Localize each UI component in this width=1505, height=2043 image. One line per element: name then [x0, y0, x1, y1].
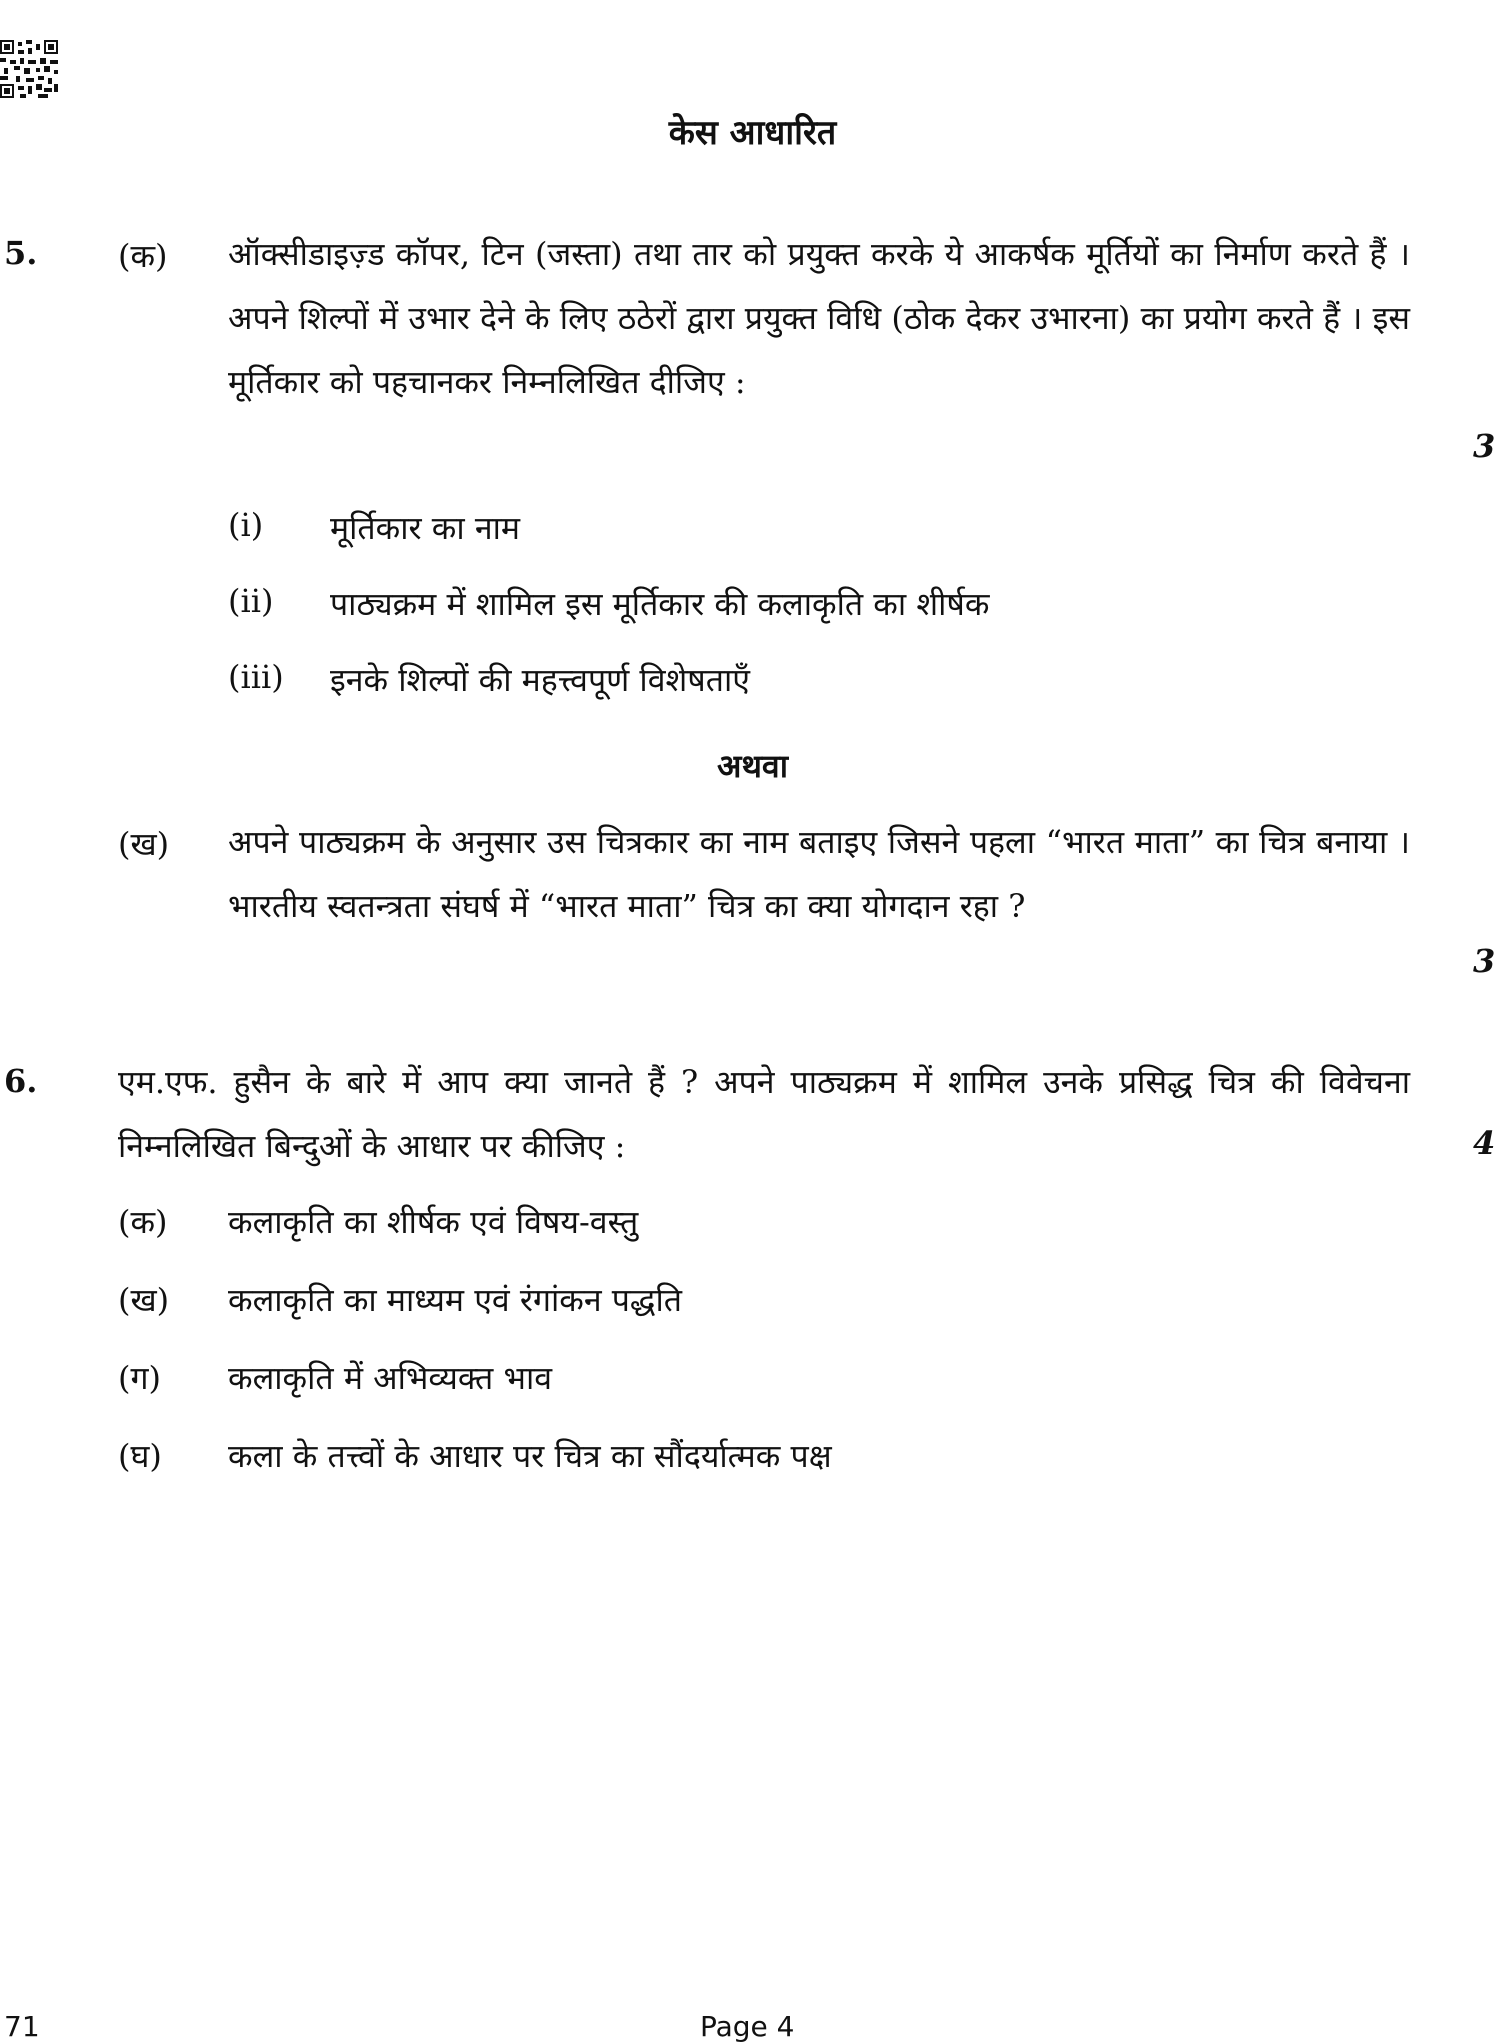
list-item-text: कलाकृति में अभिव्यक्त भाव	[228, 1359, 553, 1397]
list-item-text: इनके शिल्पों की महत्त्वपूर्ण विशेषताएँ	[330, 661, 750, 699]
list-item-text: पाठ्यक्रम में शामिल इस मूर्तिकार की कलाकृति का शीर्षक	[330, 585, 990, 623]
list-item-label: (क)	[118, 1203, 168, 1241]
list-item-label: (ii)	[228, 582, 274, 620]
part-a-label: (क)	[118, 237, 168, 275]
marks-5a: 3	[1473, 427, 1496, 465]
question-5-part-a-text: ऑक्सीडाइज़्ड कॉपर, टिन (जस्ता) तथा तार को प्रयुक्त करके ये आकर्षक मूर्तियों का निर्माण करते हैं । अपने शिल्पों में उभार देने के लिए ठठेरों द्वारा प्रयुक्त विधि (ठोक देकर उभारना) का प्रयोग करते हैं । इस मूर्तिकार को पहचानकर निम्नलिखित दीजिए :	[228, 235, 1410, 401]
marks-6: 4	[1473, 1124, 1496, 1162]
question-number-5: 5.	[4, 234, 38, 272]
or-heading: अथवा	[717, 747, 788, 785]
question-5-part-b-text: अपने पाठ्यक्रम के अनुसार उस चित्रकार का नाम बताइए जिसने पहला “भारत माता” का चित्र बनाया । भारतीय स्वतन्त्रता संघर्ष में “भारत माता” चित्र का क्या योगदान रहा ?	[228, 823, 1410, 925]
list-item-label: (ख)	[118, 1281, 170, 1319]
list-item-label: (ग)	[118, 1359, 161, 1397]
list-item-label: (iii)	[228, 658, 284, 696]
question-number-6: 6.	[4, 1062, 38, 1100]
list-item-text: कलाकृति का माध्यम एवं रंगांकन पद्धति	[228, 1281, 683, 1319]
list-item-text: कला के तत्त्वों के आधार पर चित्र का सौंदर्यात्मक पक्ष	[228, 1437, 832, 1475]
part-b-label: (ख)	[118, 825, 170, 863]
paper-code: 71	[4, 2010, 40, 2043]
list-item-text: कलाकृति का शीर्षक एवं विषय-वस्तु	[228, 1203, 639, 1241]
list-item-label: (i)	[228, 506, 264, 544]
question-6-text: एम.एफ. हुसैन के बारे में आप क्या जानते हैं ? अपने पाठ्यक्रम में शामिल उनके प्रसिद्ध चित्र की विवेचना निम्नलिखित बिन्दुओं के आधार पर कीजिए :	[118, 1063, 1410, 1165]
page-number: Page 4	[700, 2010, 795, 2043]
qr-code-icon	[0, 40, 58, 98]
marks-5b: 3	[1473, 942, 1496, 980]
section-title: केस आधारित	[668, 113, 837, 153]
list-item-text: मूर्तिकार का नाम	[330, 509, 521, 547]
list-item-label: (घ)	[118, 1437, 162, 1475]
